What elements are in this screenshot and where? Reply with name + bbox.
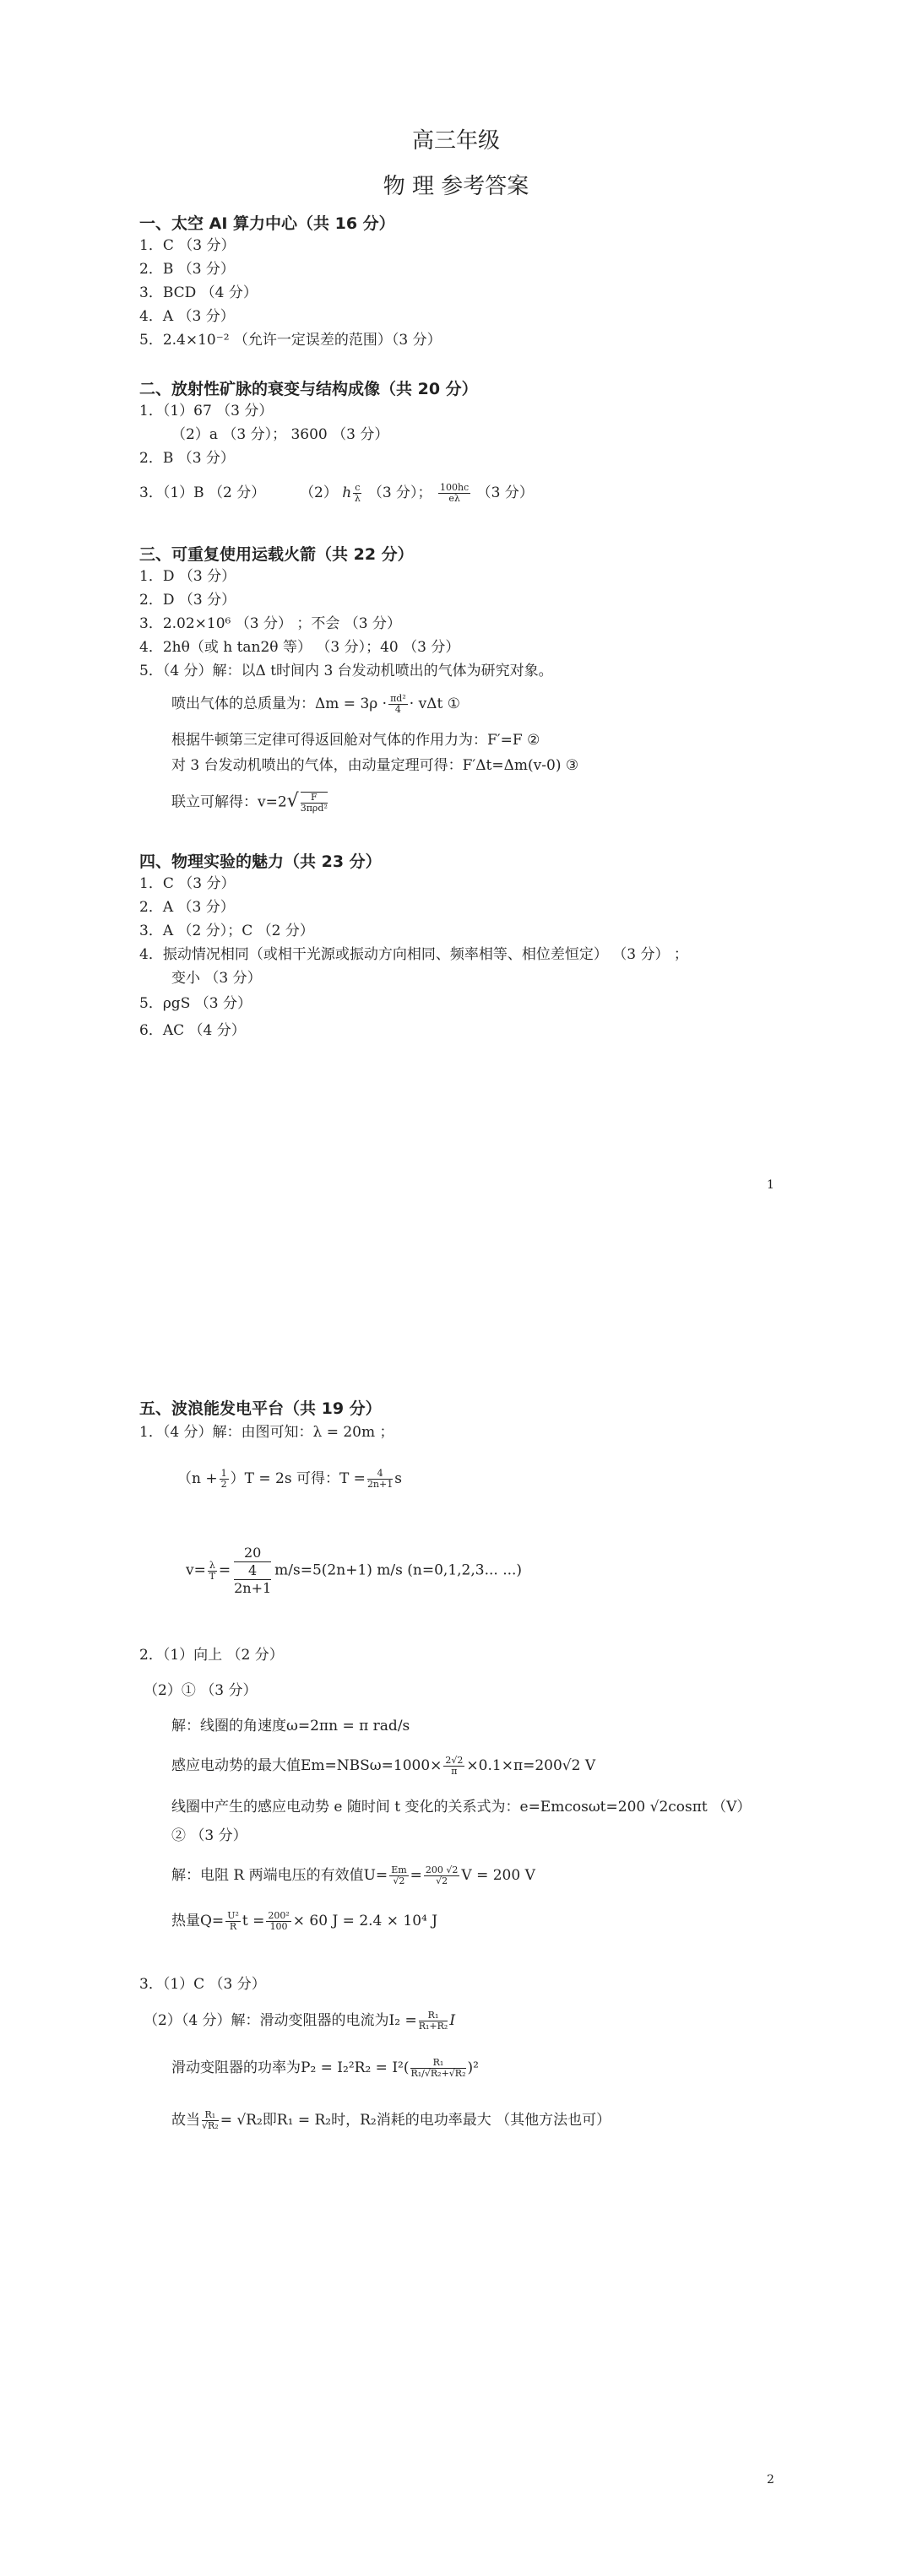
numerator: 20	[234, 1545, 271, 1562]
fraction	[443, 1756, 464, 1777]
numerator: 1	[220, 1468, 227, 1479]
answer-part: ）T = 2s 可得：T =	[230, 1470, 366, 1487]
answer-line: 3．BCD （4 分）	[139, 284, 258, 301]
denominator: π	[451, 1766, 458, 1777]
answer-line: （2）① （3 分）	[144, 1682, 258, 1699]
denominator: 2	[220, 1479, 227, 1490]
answer-line: 3．A （2 分）；C （2 分）	[139, 923, 314, 939]
answer-line: 1．C （3 分）	[139, 237, 236, 254]
fraction	[266, 1911, 290, 1932]
answer-part: h	[342, 484, 352, 501]
answer-part: v=	[186, 1561, 206, 1579]
fraction	[424, 1865, 460, 1886]
answer-part: 喷出气体的总质量为：Δm = 3ρ ·	[171, 695, 388, 712]
denominator: 3πρd²	[300, 803, 328, 814]
answer-part: （n +	[177, 1470, 218, 1487]
answer-part: m/s=5(2n+1) m/s (n=0,1,2,3... ...)	[274, 1561, 523, 1579]
answer-line: 4．2hθ（或 h tan2θ 等） （3 分）；40 （3 分）	[139, 639, 460, 656]
answer-line: 2．（1）向上 （2 分）	[139, 1647, 284, 1664]
answer-line: 1．D （3 分）	[139, 568, 236, 585]
denominator: 4	[394, 704, 401, 715]
answer-part: )²	[467, 2059, 479, 2076]
answer-line: 4．振动情况相同（或相干光源或振动方向相同、频率相等、相位差恒定） （3 分） ；	[139, 946, 688, 963]
numerator: 200 √2	[425, 1864, 459, 1875]
numerator: R₁	[419, 2010, 448, 2021]
numerator: 2√2	[445, 1755, 464, 1766]
answer-line: 1．C （3 分）	[139, 875, 236, 892]
answer-part: 解：电阻 R 两端电压的有效值U=	[171, 1867, 388, 1884]
answer-part: t =	[242, 1913, 265, 1929]
page-number: 2	[767, 2473, 774, 2487]
answer-part: （2）	[300, 484, 338, 501]
numerator: R₁	[202, 2110, 219, 2121]
section-heading-1: 一、太空 AI 算力中心（共 16 分）	[139, 214, 395, 233]
answer-part: 故当	[171, 2112, 200, 2129]
answer-part: 3．（1）B （2 分）	[139, 484, 266, 501]
answer-part: 热量Q=	[171, 1913, 225, 1929]
answer-part: I	[449, 2012, 456, 2029]
numerator: 200²	[268, 1910, 290, 1921]
answer-part: 滑动变阻器的功率为P₂ = I₂²R₂ = I²(	[171, 2059, 410, 2076]
answer-part: =	[410, 1867, 422, 1884]
denominator: √2	[393, 1875, 405, 1886]
page-subtitle: 物 理 参考答案	[383, 174, 529, 199]
answer-part: 感应电动势的最大值Em=NBSω=1000×	[171, 1757, 442, 1774]
answer-line	[139, 483, 534, 504]
fraction	[389, 1865, 408, 1886]
answer-part: × 60 J = 2.4 × 10⁴ J	[292, 1913, 438, 1929]
answer-line: 1．（1）67 （3 分）	[139, 403, 274, 419]
denominator: √2	[436, 1875, 448, 1886]
fraction	[234, 1545, 271, 1597]
section-heading-5: 五、波浪能发电平台（共 19 分）	[139, 1399, 382, 1418]
answer-line: 联立可解得：v=2√ $\frac{F}{\text{3πρd²}}$	[171, 790, 328, 814]
answer-line: 6．AC （4 分）	[139, 1022, 246, 1039]
answer-part: ×0.1×π=200√2 V	[466, 1757, 596, 1774]
denominator: λ	[354, 493, 361, 504]
page-title: 高三年级	[411, 128, 500, 154]
answer-line: 3．2.02×10⁶ （3 分） ；不会 （3 分）	[139, 615, 402, 632]
denominator: 2n+1	[366, 1479, 394, 1490]
denominator: eλ	[448, 493, 460, 504]
answer-line: 2．A （3 分）	[139, 899, 235, 916]
answer-line: 3．（1）C （3 分）	[139, 1976, 266, 1993]
denominator: R₁+R₂	[418, 2021, 448, 2032]
fraction	[202, 2110, 219, 2131]
section-heading-2: 二、放射性矿脉的衰变与结构成像（共 20 分）	[139, 380, 478, 398]
fraction	[367, 1469, 393, 1490]
answer-line	[171, 2110, 611, 2131]
answer-line: 5．ρgS （3 分）	[139, 995, 252, 1012]
fraction	[208, 1561, 217, 1582]
answer-line: 对 3 台发动机喷出的气体，由动量定理可得：F′Δt=Δm(v-0) ③	[171, 757, 579, 774]
denominator: √R₂	[202, 2120, 219, 2131]
answer-line: 5．（4 分）解：以Δ t时间内 3 台发动机喷出的气体为研究对象。	[139, 663, 553, 679]
answer-line: 4．A （3 分）	[139, 308, 235, 325]
answer-line	[171, 1911, 437, 1932]
answer-line	[171, 2058, 479, 2079]
answer-line: 5．2.4×10⁻² （允许一定误差的范围）（3 分）	[139, 332, 442, 349]
numerator: λ	[209, 1559, 215, 1571]
answer-line: 1．（4 分）解：由图可知：λ = 20m ；	[139, 1424, 394, 1441]
numerator: F	[301, 793, 328, 804]
denominator: R₁/√R₂+√R₂	[410, 2068, 466, 2079]
answer-line: 线圈中产生的感应电动势 e 随时间 t 变化的关系式为：e=Emcosωt=200 √2cosπt （V）	[171, 1799, 752, 1816]
answer-part: （3 分）	[476, 484, 534, 501]
fraction	[220, 1469, 229, 1490]
answer-line	[171, 1756, 595, 1777]
denominator-top: 4	[234, 1562, 271, 1580]
numerator: c	[355, 482, 361, 493]
fraction	[225, 1911, 241, 1932]
answer-part: = √R₂即R₁ = R₂时，R₂消耗的电功率最大 （其他方法也可）	[220, 2112, 611, 2129]
answer-line: ② （3 分）	[171, 1827, 247, 1844]
answer-line: 根据牛顿第三定律可得返回舱对气体的作用力为：F′=F ②	[171, 732, 540, 749]
denominator-bottom: 2n+1	[234, 1580, 272, 1596]
answer-part: 联立可解得：v=2	[171, 793, 287, 811]
answer-part: =	[218, 1561, 231, 1579]
answer-part: （2）（4 分）解：滑动变阻器的电流为I₂ =	[144, 2012, 417, 2029]
numerator: πd²	[390, 693, 406, 704]
answer-line: （2）a （3 分）； 3600 （3 分）	[171, 426, 389, 443]
answer-line: 2．D （3 分）	[139, 592, 236, 609]
answer-line	[171, 1865, 535, 1886]
fraction	[410, 2058, 465, 2079]
answer-line	[186, 1545, 522, 1597]
answer-part: s	[394, 1470, 402, 1487]
section-heading-3: 三、可重复使用运载火箭（共 22 分）	[139, 545, 414, 564]
answer-part: V = 200 V	[461, 1867, 535, 1884]
fraction	[419, 2010, 448, 2032]
denominator: T	[209, 1570, 216, 1582]
numerator: U²	[227, 1910, 239, 1921]
denominator: R	[229, 1921, 237, 1932]
numerator: 100hc	[439, 482, 470, 493]
numerator: Em	[391, 1864, 407, 1875]
answer-line	[171, 694, 460, 715]
answer-line: 解：线圈的角速度ω=2πn = π rad/s	[171, 1718, 410, 1734]
numerator: 4	[367, 1469, 393, 1480]
page-number: 1	[767, 1178, 774, 1192]
answer-line: 变小 （3 分）	[171, 970, 262, 987]
answer-line: 2．B （3 分）	[139, 261, 235, 278]
answer-part: （3 分）；	[367, 484, 432, 501]
fraction	[353, 483, 361, 504]
fraction	[301, 792, 328, 814]
denominator	[234, 1562, 271, 1597]
answer-line	[177, 1469, 402, 1490]
fraction	[388, 694, 408, 715]
answer-line: 2．B （3 分）	[139, 450, 235, 467]
section-heading-4: 四、物理实验的魅力（共 23 分）	[139, 852, 382, 871]
denominator: 100	[269, 1921, 288, 1932]
answer-part: · vΔt ①	[409, 695, 460, 712]
numerator: R₁	[410, 2058, 465, 2069]
fraction	[438, 483, 470, 504]
answer-line	[144, 2010, 455, 2032]
